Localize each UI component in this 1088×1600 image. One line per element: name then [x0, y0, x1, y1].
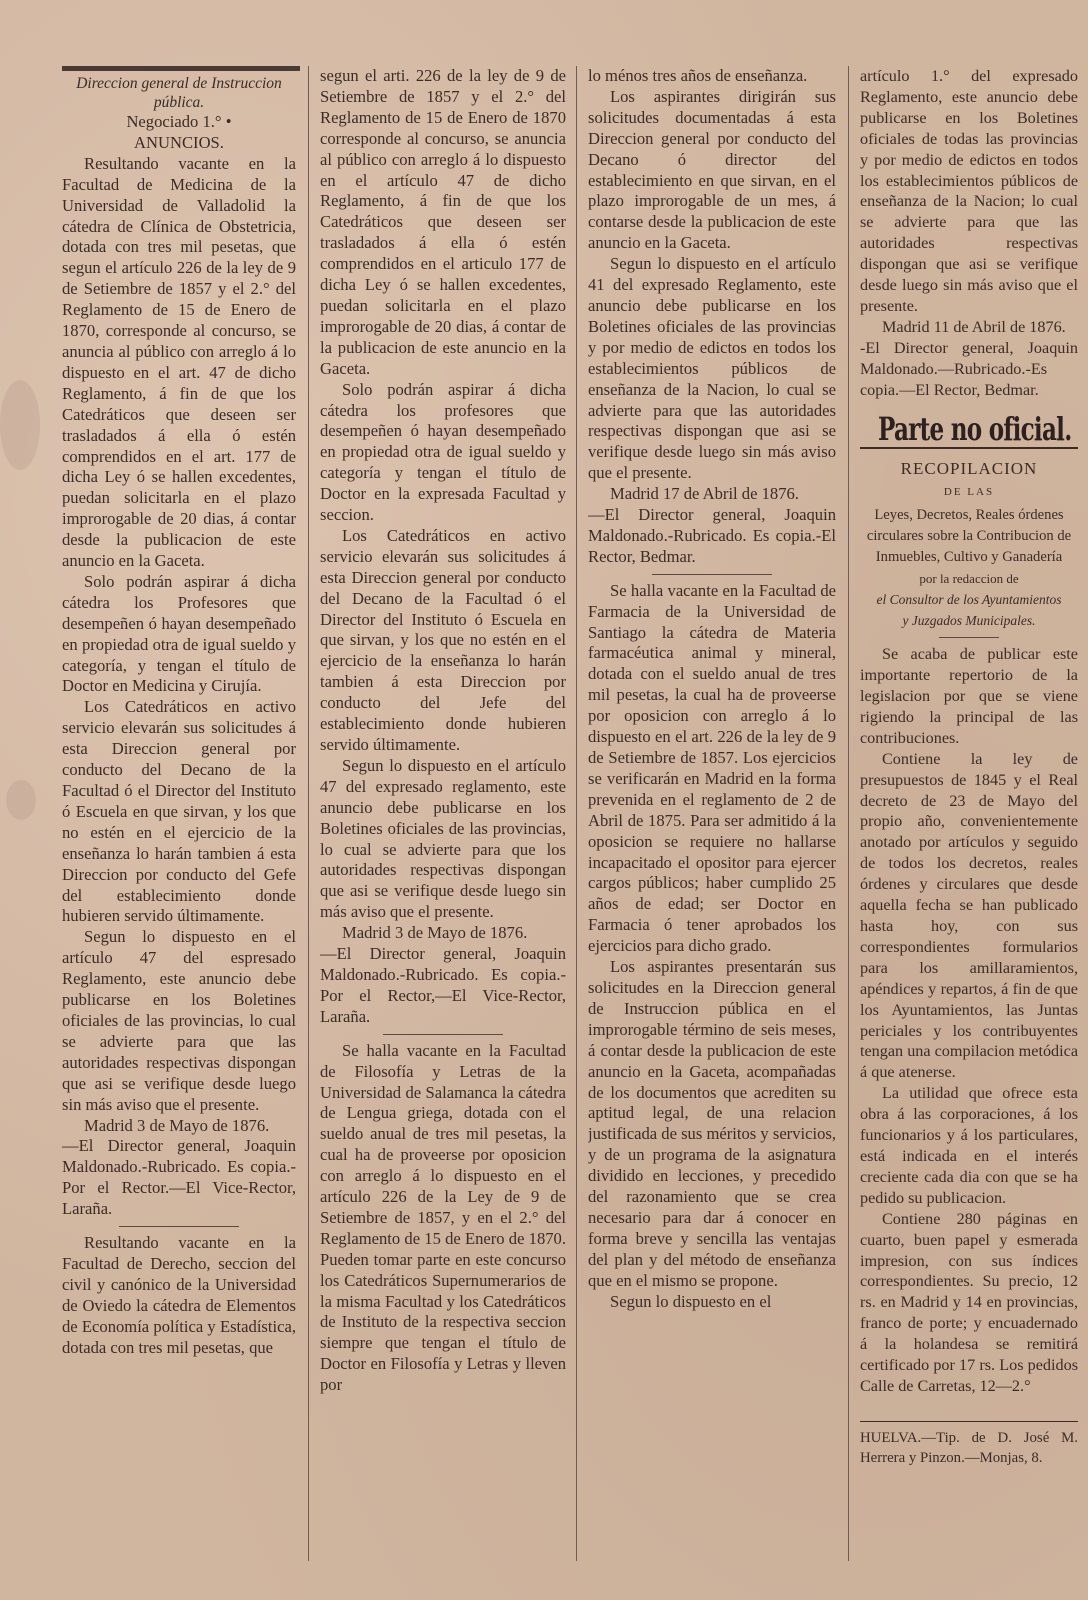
recopilacion-line: circulares sobre la Contribucion de [866, 528, 1072, 545]
advert-paragraph: Contiene la ley de presupuestos de 1845 y el Real decreto de 23 de Mayo del propio año, convenientemente anotado por artículos y seguido de todos los decretos, reales órdenes y circulares que desde aquella fecha se han publicado hasta hoy, con sus correspondientes formularios para los amillaramientos, apéndices y repartos, á fin de que los Ayuntamientos, las Juntas periciales y los contribuyentes tengan una compilacion metódica á que atenerse. [860, 749, 1078, 1082]
signature-date: Madrid 17 de Abril de 1876. [610, 484, 799, 504]
recopilacion-line: y Juzgados Municipales. [902, 613, 1036, 629]
announcement-paragraph: Se halla vacante en la Facultad de Farmacia de la Universidad de Santiago la cátedra de Materia farmacéutica animal y mineral, dotada con el sueldo anual de tres mil pesetas, la cual ha de proveerse por oposicion con arreglo á lo dispuesto en el art. 226 de la ley de 9 de Setiembre de 1857. Los ejercicios se verificarán en Madrid en la forma prevenida en el reglamento de 2 de Abril de 1875. Para ser admitido á la oposicion se requiere no hallarse incapacitado el opositor para ejercer cargos públicos; haber cumplido 25 años de edad; ser Doctor en Farmacia ó tener aprobados los ejercicios para dicho grado. [588, 580, 836, 956]
signature-date: Madrid 3 de Mayo de 1876. [84, 1115, 270, 1135]
announcement-paragraph: Resultando vacante en la Facultad de Medicina de la Universidad de Valladolid la cátedra de Clínica de Obstetricia, dotada con tres mil pesetas, que segun el artículo 226 de la ley de 9 de Setiembre de 1857 y el 2.° del Reglamento de 15 de Enero de 1870, corresponde al concurso, se anuncia al público con arreglo á lo dispuesto en el art. 47 de dicho Reglamento, á fin de que los Catedráticos que deseen ser trasladados á ella ó estén comprendidos en el art. 177 de dicha Ley ó se hallen excedentes, puedan solicitarla en el plazo improrogable de 20 dias, á contar desde la publicacion de este anuncio en la Gaceta. [62, 153, 296, 571]
recopilacion-line: el Consultor de los Ayuntamientos [876, 592, 1062, 608]
column-1 [62, 66, 296, 1566]
printer-footer: HUELVA.—Tip. de D. José M. Herrera y Pinzon.—Monjas, 8. [860, 1429, 1078, 1466]
announcement-paragraph: Los Catedráticos en activo servicio elevarán sus solicitudes á esta Direccion general por conducto del Decano de la Facultad ó el Director del Instituto ó Escuela en que sirvan, y los que no estén en el ejercicio de la enseñanza lo harán tambien á esta Direccion por conducto del Jefe del establecimiento donde hubieren servido últimamente. [320, 525, 566, 754]
announcement-paragraph: Los aspirantes presentarán sus solicitudes en la Direccion general de Instruccion pública en el improrogable término de seis meses, á contar desde la publicacion de este anuncio en la Gaceta, acompañadas de los documentos que acrediten su aptitud legal, de una relacion justificada de sus méritos y servicios, y de un programa de la asignatura dividido en lecciones, y precedido del razonamiento que se crea necesario para dar á conocer en forma breve y sencilla las ventajas del plan y del método de enseñanza que en el mismo se propone. [588, 957, 836, 1290]
advert-paragraph: Se acaba de publicar este importante repertorio de la legislacion por que se viene rigiendo la principal de las contribuciones. [860, 645, 1078, 747]
announcement-paragraph: Segun lo dispuesto en el artículo 47 del expresado reglamento, este anuncio debe publicarse en los Boletines oficiales de las provincias, lo cual se advierte para que los autoridades respectivas dispongan que asi se verifique desde luego sin más aviso que el presente. [320, 755, 566, 922]
signature-block: —El Director general, Joaquin Maldonado.-Rubricado. Es copia.-El Rector, Bedmar. [588, 505, 836, 566]
paper-stain [0, 380, 40, 470]
advert-paragraph: Contiene 280 páginas en cuarto, buen papel y esmerada impresion, con sus índices correspondientes. Su precio, 12 rs. en Madrid y 14 en provincias, franco de porte; y encuadernado á la holandesa se remitirá certificado por 17 rs. Los pedidos Calle de Carretas, 12—2.° [860, 1209, 1078, 1395]
signature-block: —El Director general, Joaquin Maldonado.-Rubricado. Es copia.-Por el Rector,—El Vice-Rector, Laraña. [320, 944, 566, 1026]
signature-block: —El Director general, Joaquin Maldonado.-Rubricado. Es copia.-Por el Rector.—El Vice-Rector, Laraña. [62, 1136, 296, 1219]
signature-date: Madrid 11 de Abril de 1876. [882, 317, 1066, 336]
announcement-paragraph: lo ménos tres años de enseñanza. [588, 66, 808, 85]
announcement-paragraph: Segun lo dispuesto en el artículo 41 del expresado Reglamento, este anuncio debe publicarse en los Boletines oficiales de las provincias y por medio de edictos en todos los establecimientos públicos de enseñanza de la Nacion, lo cual se advierte para que las autoridades respectivas dispongan que asi se verifique desde luego sin más aviso que el presente. [588, 254, 836, 483]
announcement-paragraph: Los aspirantes dirigirán sus solicitudes documentadas á esta Direccion general por conducto del Decano ó director del establecimiento en que sirvan, en el plazo improrogable de un mes, á contarse desde la publicacion de este anuncio en la Gaceta. [588, 86, 836, 253]
recopilacion-de-las: DE LAS [943, 486, 995, 499]
anuncios-heading: ANUNCIOS. [134, 132, 224, 152]
paper-stain [6, 780, 36, 820]
separator-rule [383, 1034, 503, 1035]
signature-block: -El Director general, Joaquin Maldonado.—Rubricado.-Es copia.—El Rector, Bedmar. [860, 338, 1078, 399]
announcement-paragraph: artículo 1.° del expresado Reglamento, este anuncio debe publicarse en los Boletines oficiales de todas las provincias y por medio de edictos en todos los establecimientos públicos de enseñanza de la Nacion; lo cual se advierte para que las autoridades respectivas dispongan que asi se verifique desde luego sin más aviso que el presente. [860, 67, 1078, 315]
recopilacion-line: Leyes, Decretos, Reales órdenes [874, 507, 1064, 524]
section-heading: Direccion general de Instruccion pública. [76, 75, 282, 111]
column-divider [308, 66, 309, 1561]
announcement-paragraph: Los Catedráticos en activo servicio elevarán sus solicitudes á esta Direccion general por conducto del Decano de la Facultad ó el Director del Instituto ó Escuela en que sirvan, y los que no estén en el ejercicio de la enseñanza lo harán tambien á esta Direccion por conducto del Gefe del establecimiento donde hubieren servido últimamente. [62, 697, 296, 926]
separator-rule [119, 1226, 239, 1227]
separator-rule [652, 574, 772, 575]
footer-rule [860, 1421, 1078, 1422]
announcement-paragraph: segun el arti. 226 de la ley de 9 de Setiembre de 1857 y el 2.° del Reglamento de 15 de Enero de 1870 corresponde al concurso, se anuncia al público con arreglo á lo dispuesto en el artículo 47 de dicho Reglamento, á fin de que los Catedráticos que deseen ser trasladados á ella ó estén comprendidos en el articulo 177 de dicha Ley ó se hallen excedentes, puedan solicitarla en el plazo improrogable de 20 dias, á contar de la publicacion de este anuncio en la Gaceta. [320, 66, 566, 378]
signature-date: Madrid 3 de Mayo de 1876. [342, 923, 528, 943]
announcement-paragraph: Resultando vacante en la Facultad de Derecho, seccion del civil y canónico de la Universidad de Oviedo la cátedra de Elementos de Economía política y Estadística, dotada con tres mil pesetas, que [62, 1233, 296, 1357]
parte-no-oficial-banner: Parte no oficial. [878, 409, 1072, 448]
column-divider [848, 66, 849, 1561]
negociado-label: Negociado 1.° • [126, 112, 232, 131]
announcement-paragraph: Solo podrán aspirar á dicha cátedra los profesores que desempeñen ó hayan desempeñado en propiedad otra de igual sueldo y categoría y tengan el título de Doctor en la expresada Facultad y seccion. [320, 379, 566, 525]
column-divider [576, 66, 577, 1561]
recopilacion-line: por la redaccion de [919, 571, 1019, 587]
column-4 [860, 66, 1078, 1566]
advert-paragraph: La utilidad que ofrece esta obra á las corporaciones, á los funcionarios y á los particulares, está indicada en el interés creciente cada dia con que se ha pedido su publicacion. [860, 1084, 1078, 1207]
announcement-paragraph: Segun lo dispuesto en el artículo 47 del espresado Reglamento, este anuncio debe publicarse en los Boletines oficiales de las provincias, lo cual se advierte para que las autoridades respectivas dispongan que asi se verifique desde luego sin más aviso que el presente. [62, 927, 296, 1114]
separator-rule [939, 637, 999, 638]
announcement-paragraph: Solo podrán aspirar á dicha cátedra los Profesores que desempeñen ó hayan desempeñado en propiedad otra de igual sueldo y categoría, y tengan el título de Doctor en Medicina y Cirujía. [62, 571, 296, 696]
column-3 [588, 66, 836, 1566]
announcement-paragraph: Segun lo dispuesto en el [610, 1291, 772, 1311]
recopilacion-line: Inmuebles, Cultivo y Ganadería [875, 549, 1063, 566]
recopilacion-title: RECOPILACION [900, 459, 1038, 479]
column-2 [320, 66, 566, 1566]
announcement-paragraph: Se halla vacante en la Facultad de Filosofía y Letras de la Universidad de Salamanca la cátedra de Lengua griega, dotada con el sueldo anual de tres mil pesetas, la cual ha de proveerse por oposicion con arreglo á lo dispuesto en el artículo 226 de la Ley de 9 de Setiembre de 1857, y en el 2.° del Reglamento de 15 de Enero de 1870. Pueden tomar parte en este concurso los Catedráticos Supernumerarios de la misma Facultad y los Catedráticos de Instituto de la respectiva seccion siempre que tengan el título de Doctor en Filosofía y Letras y lleven por [320, 1040, 566, 1395]
banner-rule [860, 447, 1078, 449]
